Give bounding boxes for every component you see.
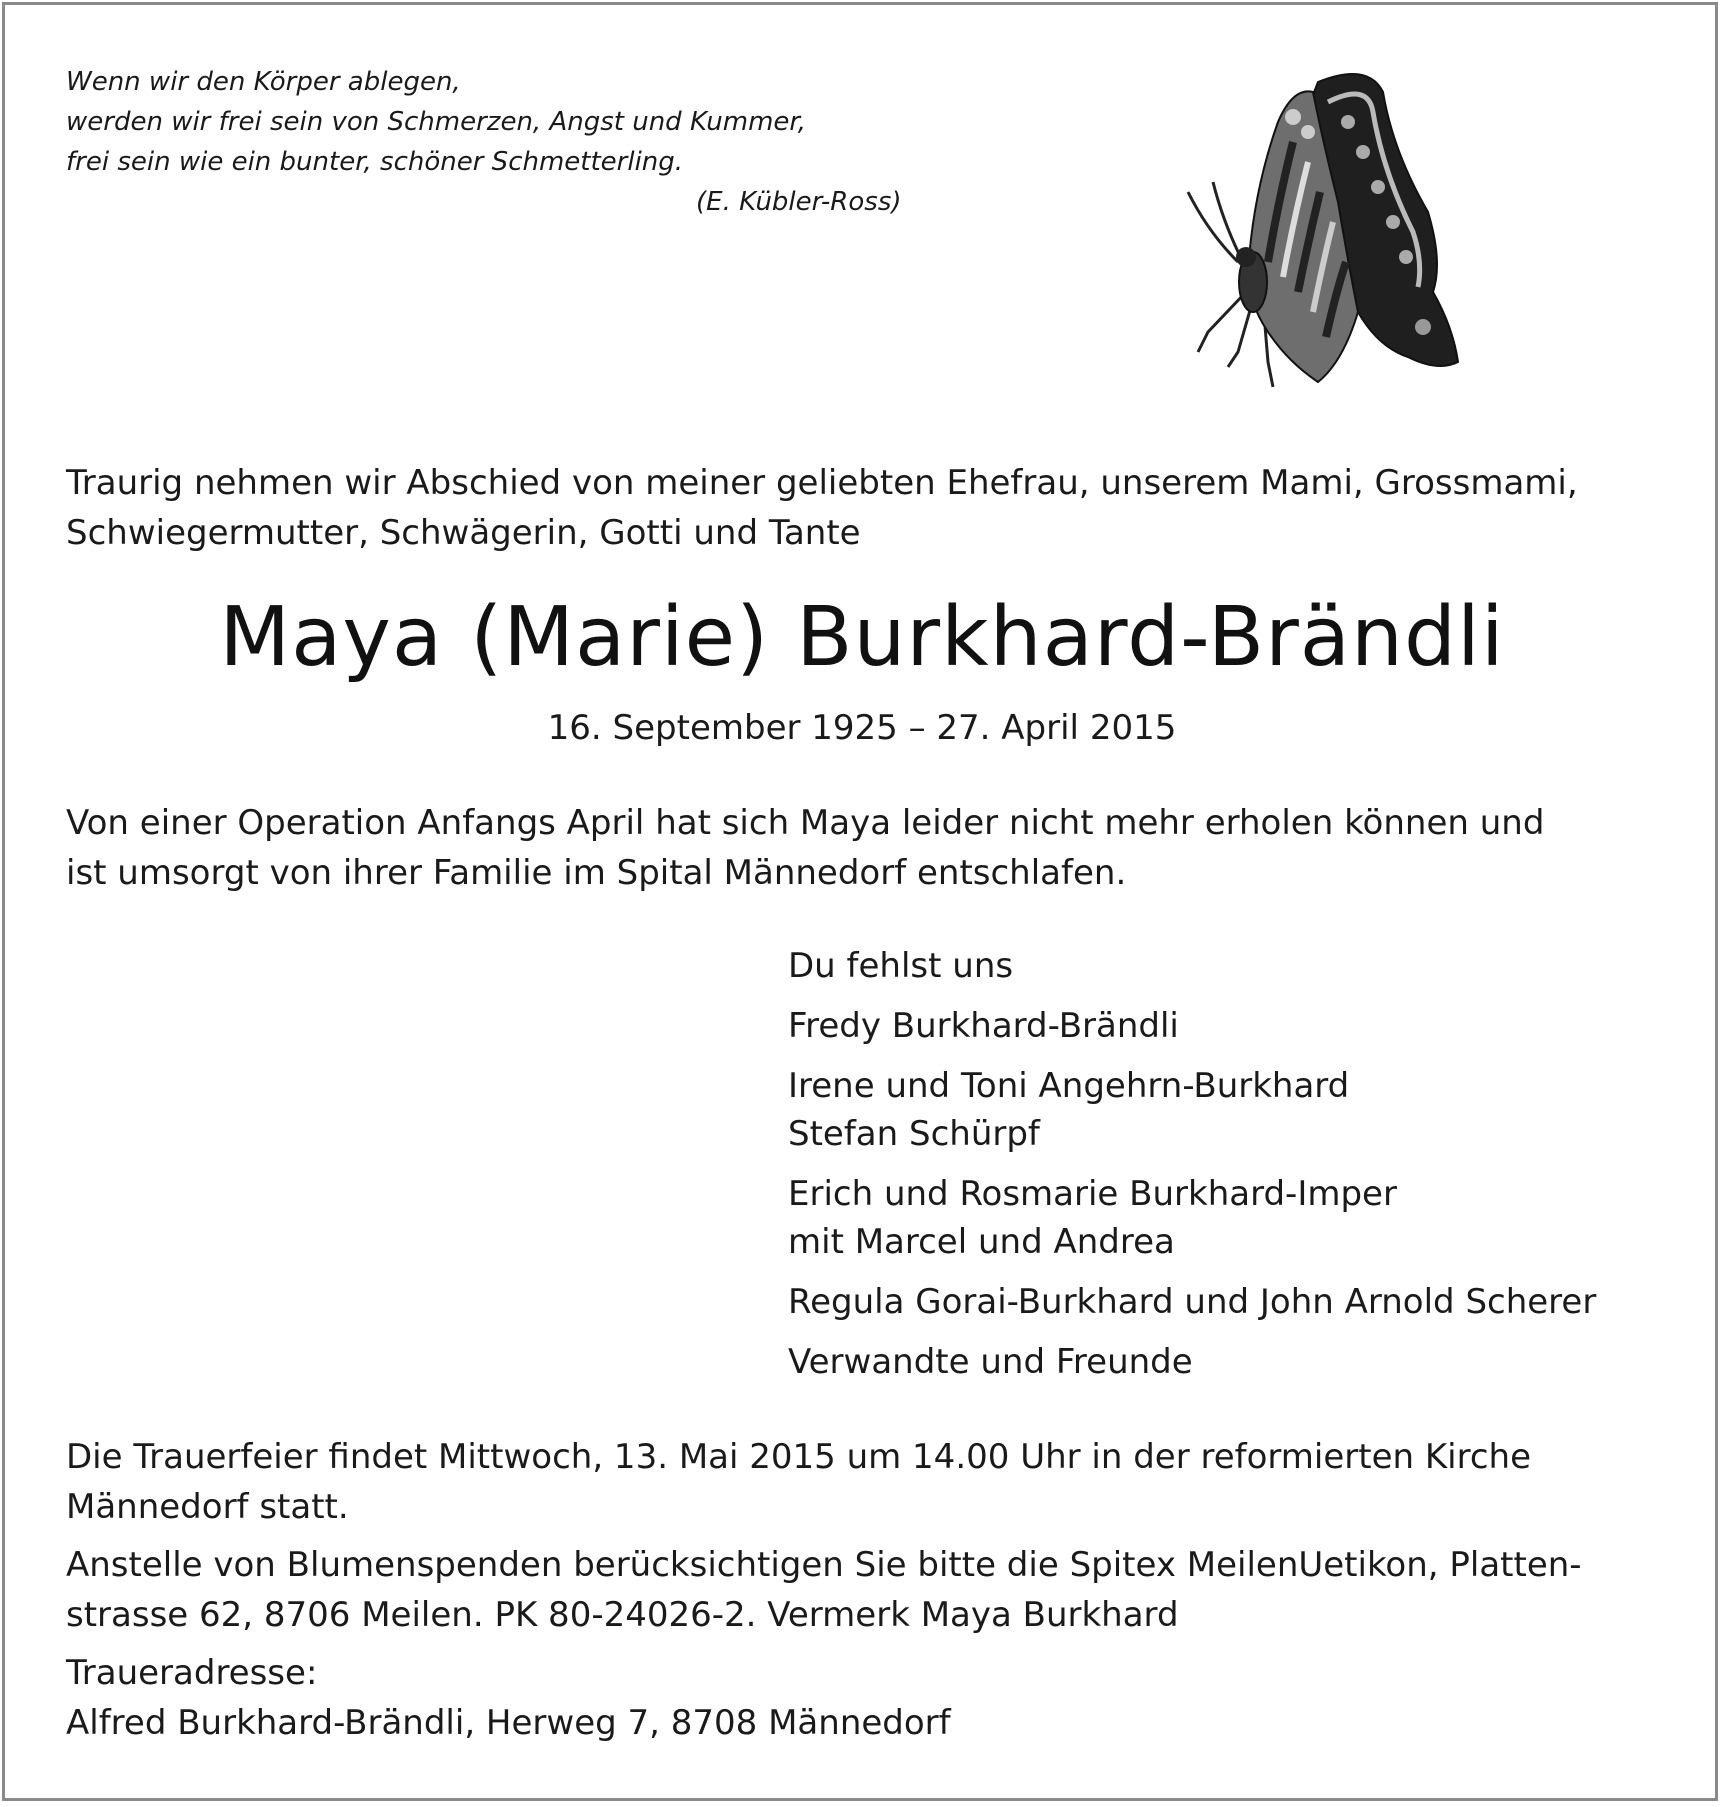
ceremony-line: Die Trauerfeier findet Mittwoch, 13. Mai 2015 um 14.00 Uhr in der reformierten Kirche [66,1437,1532,1477]
message-text [66,798,1666,898]
family-line: Fredy Burkhard-Brändli [788,1006,1179,1046]
donation-info [66,1540,1666,1640]
family-entry [788,1062,1688,1158]
butterfly-icon [1168,62,1488,407]
family-entry [788,1338,1688,1386]
ceremony-line: Männedorf statt. [66,1487,349,1527]
footer-info [66,1432,1666,1756]
intro-text [66,458,1666,558]
mourning-address [66,1648,1666,1748]
donation-line: Anstelle von Blumenspenden berücksichtigen Sie bitte die Spitex MeilenUetikon, Platten- [66,1545,1582,1585]
quote-line: werden wir frei sein von Schmerzen, Angst und Kummer, [66,107,806,137]
family-line: mit Marcel und Andrea [788,1222,1175,1262]
message-line: ist umsorgt von ihrer Familie im Spital Männedorf entschlafen. [66,853,1127,893]
family-line: Du fehlst uns [788,946,1014,986]
family-list [788,942,1688,1398]
quote-block [66,62,966,222]
ceremony-info [66,1432,1666,1532]
family-entry [788,942,1688,990]
quote-line: frei sein wie ein bunter, schöner Schmetterling. [66,147,684,177]
address-line: Alfred Burkhard-Brändli, Herweg 7, 8708 Männedorf [66,1703,951,1743]
life-dates: 16. September 1925 – 27. April 2015 [547,708,1177,748]
family-entry [788,1278,1688,1326]
family-line: Verwandte und Freunde [788,1342,1193,1382]
family-line: Irene und Toni Angehrn-Burkhard [788,1066,1350,1106]
deceased-name: Maya (Marie) Burkhard-Brändli [219,590,1505,685]
family-line: Stefan Schürpf [788,1114,1040,1154]
quote-author: (E. Kübler-Ross) [696,187,902,217]
family-entry [788,1002,1688,1050]
intro-line: Traurig nehmen wir Abschied von meiner geliebten Ehefrau, unserem Mami, Grossmami, [66,463,1578,503]
message-line: Von einer Operation Anfangs April hat sich Maya leider nicht mehr erholen können und [66,803,1545,843]
family-entry [788,1170,1688,1266]
donation-line: strasse 62, 8706 Meilen. PK 80-24026-2. Vermerk Maya Burkhard [66,1595,1179,1635]
intro-line: Schwiegermutter, Schwägerin, Gotti und Tante [66,513,861,553]
quote-line: Wenn wir den Körper ablegen, [66,67,461,97]
family-line: Regula Gorai-Burkhard und John Arnold Scherer [788,1282,1597,1322]
family-line: Erich und Rosmarie Burkhard-Imper [788,1174,1397,1214]
address-label: Traueradresse: [66,1653,318,1693]
